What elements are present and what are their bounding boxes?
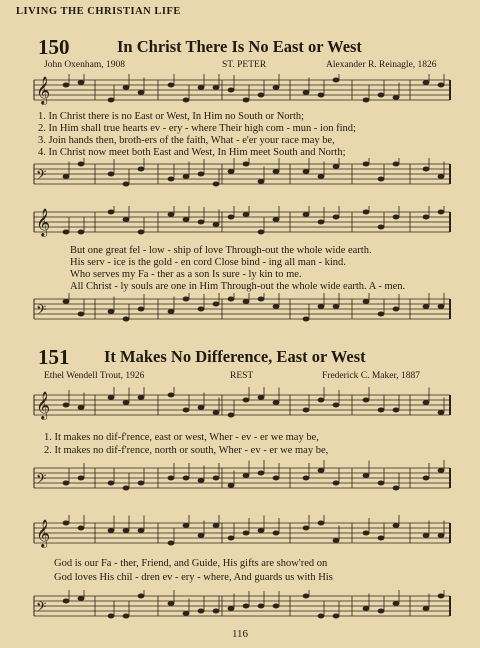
notehead <box>318 304 325 309</box>
notehead <box>198 533 205 538</box>
notehead <box>138 528 145 533</box>
notehead <box>108 614 115 619</box>
notehead <box>183 297 190 302</box>
notehead <box>123 400 130 405</box>
treble-staff <box>0 206 480 246</box>
notehead <box>138 395 145 400</box>
notehead <box>423 476 430 481</box>
notehead <box>108 481 115 486</box>
notehead <box>423 304 430 309</box>
notehead <box>423 167 430 172</box>
bass-staff <box>0 460 480 500</box>
hymn-composer: Frederick C. Maker, 1887 <box>322 371 421 381</box>
notehead <box>438 210 445 215</box>
notehead <box>123 614 130 619</box>
notehead <box>108 395 115 400</box>
notehead <box>213 182 220 187</box>
notehead <box>363 299 370 304</box>
notehead <box>213 609 220 614</box>
notehead <box>393 408 400 413</box>
notehead <box>228 88 235 93</box>
notehead <box>63 521 70 526</box>
notehead <box>378 93 385 98</box>
bass-clef-icon: 𝄢 <box>36 169 47 186</box>
tune-name: REST <box>230 371 254 381</box>
notehead <box>423 215 430 220</box>
lyric-line: God is our Fa - ther, Friend, and Guide, His gifts are show'red on <box>54 558 328 569</box>
notehead <box>363 98 370 103</box>
notehead <box>273 85 280 90</box>
notehead <box>243 299 250 304</box>
lyric-line: 4. In Christ now meet both East and West, In Him meet South and North; <box>38 147 346 158</box>
notehead <box>243 531 250 536</box>
notehead <box>198 478 205 483</box>
notehead <box>303 594 310 599</box>
notehead <box>168 393 175 398</box>
notehead <box>258 604 265 609</box>
notehead <box>273 476 280 481</box>
notehead <box>378 225 385 230</box>
notehead <box>108 309 115 314</box>
page-number: 116 <box>231 628 249 640</box>
notehead <box>438 533 445 538</box>
notehead <box>183 476 190 481</box>
notehead <box>303 408 310 413</box>
hymn-title: It Makes No Difference, East or West <box>104 347 366 366</box>
notehead <box>123 85 130 90</box>
notehead <box>123 486 130 491</box>
notehead <box>78 596 85 601</box>
notehead <box>438 174 445 179</box>
notehead <box>123 317 130 322</box>
notehead <box>303 212 310 217</box>
notehead <box>183 98 190 103</box>
notehead <box>63 230 70 235</box>
hymn-author: Ethel Wendell Trout, 1926 <box>44 371 145 381</box>
notehead <box>138 230 145 235</box>
notehead <box>243 398 250 403</box>
notehead <box>138 481 145 486</box>
notehead <box>213 476 220 481</box>
notehead <box>168 309 175 314</box>
lyric-line: 2. It makes no dif-f'rence, north or south, Wher - ev - er we may be, <box>44 445 329 456</box>
notehead <box>243 604 250 609</box>
notehead <box>438 594 445 599</box>
treble-clef-icon: 𝄞 <box>36 210 51 236</box>
notehead <box>273 400 280 405</box>
notehead <box>198 172 205 177</box>
notehead <box>168 212 175 217</box>
notehead <box>378 408 385 413</box>
lyric-line: All Christ - ly souls are one in Him Through-out the whole wide earth. A - men. <box>70 281 406 292</box>
notehead <box>378 536 385 541</box>
notehead <box>318 93 325 98</box>
notehead <box>138 594 145 599</box>
hymn-author: John Oxenham, 1908 <box>44 60 126 70</box>
notehead <box>183 523 190 528</box>
notehead <box>378 177 385 182</box>
bass-clef-icon: 𝄢 <box>36 473 47 490</box>
notehead <box>378 312 385 317</box>
notehead <box>123 182 130 187</box>
notehead <box>303 90 310 95</box>
notehead <box>243 162 250 167</box>
notehead <box>333 78 340 83</box>
notehead <box>183 174 190 179</box>
lyric-line: His serv - ice is the gold - en cord Close bind - ing all man - kind. <box>70 257 346 268</box>
treble-clef-icon: 𝄞 <box>36 393 51 419</box>
notehead <box>303 169 310 174</box>
notehead <box>78 162 85 167</box>
notehead <box>213 85 220 90</box>
notehead <box>198 220 205 225</box>
notehead <box>393 215 400 220</box>
notehead <box>318 614 325 619</box>
notehead <box>363 398 370 403</box>
notehead <box>333 403 340 408</box>
notehead <box>228 169 235 174</box>
notehead <box>393 486 400 491</box>
lyric-line: 1. It makes no dif-f'rence, east or west, Wher - ev - er we may be, <box>44 432 319 443</box>
notehead <box>228 413 235 418</box>
notehead <box>303 317 310 322</box>
notehead <box>273 304 280 309</box>
lyric-line: But one great fel - low - ship of love Through-out the whole wide earth. <box>70 245 372 256</box>
notehead <box>258 230 265 235</box>
notehead <box>303 526 310 531</box>
lyric-line: 2. In Him shall true hearts ev - ery - where Their high com - mun - ion find; <box>38 123 356 134</box>
notehead <box>363 162 370 167</box>
notehead <box>108 98 115 103</box>
notehead <box>183 217 190 222</box>
notehead <box>363 606 370 611</box>
lyric-line: 1. In Christ there is no East or West, In Him no South or North; <box>38 111 305 122</box>
treble-clef-icon: 𝄞 <box>36 78 51 104</box>
treble-staff <box>0 387 480 427</box>
notehead <box>378 481 385 486</box>
notehead <box>168 476 175 481</box>
notehead <box>393 162 400 167</box>
notehead <box>198 307 205 312</box>
notehead <box>438 468 445 473</box>
notehead <box>228 606 235 611</box>
bass-staff <box>0 590 480 626</box>
notehead <box>228 536 235 541</box>
notehead <box>318 174 325 179</box>
notehead <box>63 481 70 486</box>
notehead <box>318 398 325 403</box>
hymn-composer: Alexander R. Reinagle, 1826 <box>326 60 437 70</box>
notehead <box>438 304 445 309</box>
notehead <box>333 304 340 309</box>
notehead <box>183 611 190 616</box>
lyric-line: 3. Join hands then, broth-ers of the faith, What - e'er your race may be, <box>38 135 335 146</box>
notehead <box>273 531 280 536</box>
notehead <box>228 483 235 488</box>
notehead <box>138 90 145 95</box>
notehead <box>438 83 445 88</box>
notehead <box>243 473 250 478</box>
notehead <box>423 533 430 538</box>
notehead <box>258 179 265 184</box>
notehead <box>333 164 340 169</box>
notehead <box>243 98 250 103</box>
notehead <box>273 169 280 174</box>
notehead <box>78 405 85 410</box>
notehead <box>333 215 340 220</box>
notehead <box>258 297 265 302</box>
notehead <box>333 538 340 543</box>
bass-staff <box>0 293 480 329</box>
notehead <box>318 468 325 473</box>
notehead <box>78 526 85 531</box>
notehead <box>423 606 430 611</box>
notehead <box>198 609 205 614</box>
notehead <box>183 408 190 413</box>
notehead <box>213 410 220 415</box>
tune-name: ST. PETER <box>222 60 267 70</box>
notehead <box>243 212 250 217</box>
notehead <box>168 541 175 546</box>
notehead <box>393 95 400 100</box>
notehead <box>273 217 280 222</box>
notehead <box>63 299 70 304</box>
notehead <box>438 410 445 415</box>
notehead <box>363 531 370 536</box>
notehead <box>228 215 235 220</box>
notehead <box>363 473 370 478</box>
treble-clef-icon: 𝄞 <box>36 521 51 547</box>
notehead <box>378 609 385 614</box>
notehead <box>108 172 115 177</box>
notehead <box>78 80 85 85</box>
notehead <box>393 307 400 312</box>
notehead <box>258 395 265 400</box>
treble-staff <box>0 74 480 114</box>
notehead <box>168 83 175 88</box>
notehead <box>213 302 220 307</box>
hymn-title: In Christ There Is No East or West <box>117 37 362 56</box>
notehead <box>258 93 265 98</box>
notehead <box>363 210 370 215</box>
bass-staff <box>0 158 480 194</box>
notehead <box>63 599 70 604</box>
notehead <box>423 80 430 85</box>
notehead <box>228 297 235 302</box>
notehead <box>198 85 205 90</box>
notehead <box>303 476 310 481</box>
notehead <box>333 614 340 619</box>
notehead <box>318 521 325 526</box>
treble-staff <box>0 515 480 555</box>
notehead <box>168 601 175 606</box>
notehead <box>198 405 205 410</box>
notehead <box>108 528 115 533</box>
notehead <box>63 83 70 88</box>
notehead <box>273 604 280 609</box>
notehead <box>258 528 265 533</box>
notehead <box>213 222 220 227</box>
notehead <box>123 528 130 533</box>
lyric-line: God loves His chil - dren ev - ery - where, And guards us with His <box>54 572 333 583</box>
notehead <box>138 307 145 312</box>
notehead <box>63 174 70 179</box>
notehead <box>78 476 85 481</box>
notehead <box>78 312 85 317</box>
notehead <box>138 167 145 172</box>
notehead <box>258 471 265 476</box>
notehead <box>333 481 340 486</box>
notehead <box>393 601 400 606</box>
running-head: LIVING THE CHRISTIAN LIFE <box>16 6 181 17</box>
lyric-line: Who serves my Fa - ther as a son Is sure - ly kin to me. <box>70 269 302 280</box>
notehead <box>168 177 175 182</box>
notehead <box>108 210 115 215</box>
notehead <box>213 523 220 528</box>
bass-clef-icon: 𝄢 <box>36 304 47 321</box>
hymn-number: 150 <box>38 35 70 59</box>
hymn-number: 151 <box>38 345 70 369</box>
notehead <box>318 220 325 225</box>
bass-clef-icon: 𝄢 <box>36 601 47 618</box>
notehead <box>423 400 430 405</box>
notehead <box>63 403 70 408</box>
notehead <box>123 217 130 222</box>
notehead <box>393 523 400 528</box>
notehead <box>78 230 85 235</box>
